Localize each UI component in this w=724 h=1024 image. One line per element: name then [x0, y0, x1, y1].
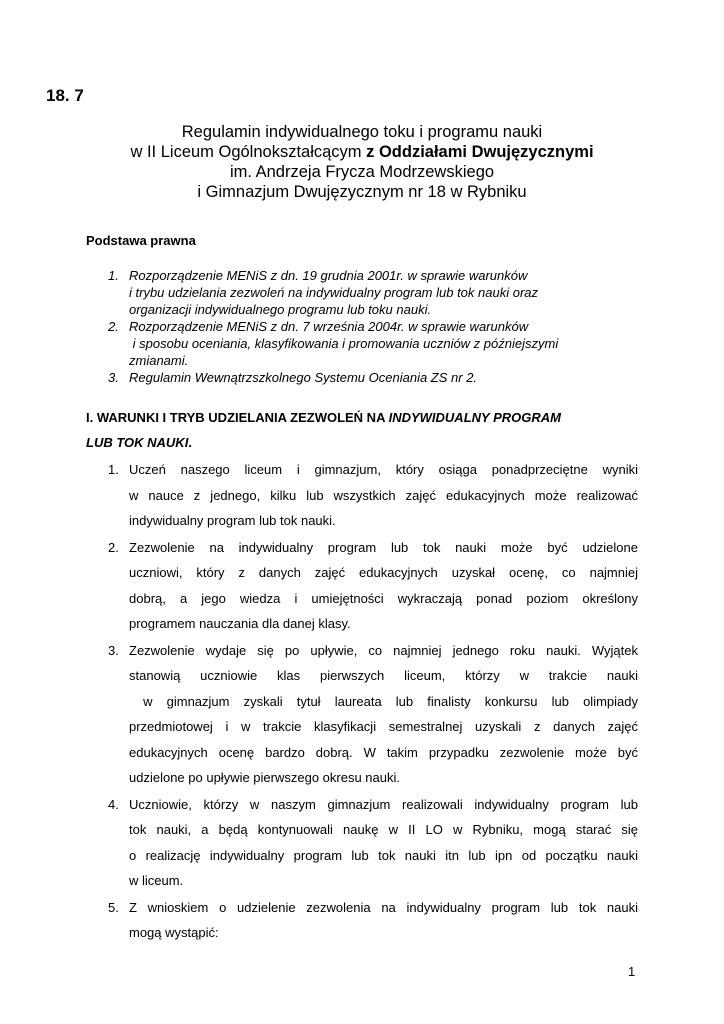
text-line: dobrą, a jego wiedza i umiejętności wykraczają ponad poziom określony: [129, 590, 638, 606]
text-line: Zezwolenie na indywidualny program lub tok nauki może być udzielone: [129, 539, 638, 555]
text-line: o realizację indywidualny program lub tok nauki itn lub ipn od początku nauki: [129, 847, 638, 863]
text-line: uczniowi, który z danych zajęć edukacyjnych uzyskał ocenę, co najmniej: [129, 565, 638, 580]
list-number: 2.: [108, 319, 119, 334]
title-line-3: im. Andrzeja Frycza Modrzewskiego: [229, 163, 495, 181]
list-item: [86, 457, 638, 534]
title-line-1: Regulamin indywidualnego toku i programu nauki: [181, 123, 543, 141]
heading-italic: LUB TOK NAUKI: [86, 435, 189, 450]
list-item: [86, 638, 638, 791]
text-line: Zezwolenie wydaje się po upływie, co najmniej jednego roku nauki. Wyjątek: [129, 642, 638, 658]
text-line: Z wnioskiem o udzielenie zezwolenia na indywidualny program lub tok nauki: [129, 899, 638, 915]
text-line: Uczeń naszego liceum i gimnazjum, który osiąga ponadprzeciętne wyniki: [129, 462, 638, 477]
text-line: organizacji indywidualnego programu lub toku nauki.: [129, 302, 432, 317]
section-1-heading: [86, 405, 646, 455]
text-line: w nauce z jednego, kilku lub wszystkich zajęć edukacyjnych może realizować: [129, 487, 638, 503]
text-line: w liceum.: [129, 873, 184, 888]
list-item: [86, 535, 638, 637]
text-line: przedmiotowej i w trakcie klasyfikacji semestralnej uzyskali z danych zajęć: [129, 719, 638, 734]
legal-basis-item: [86, 369, 646, 386]
text-line: i sposobu oceniania, klasyfikowania i promowania uczniów z późniejszymi: [129, 336, 559, 351]
text-line: Uczniowie, którzy w naszym gimnazjum realizowali indywidualny program lub: [129, 796, 638, 812]
list-number: 3.: [108, 642, 119, 658]
document-title: [0, 122, 724, 202]
title-line-2-bold: z Oddziałami Dwujęzycznymi: [366, 143, 594, 161]
text-line: programem nauczania dla danej klasy.: [129, 616, 351, 631]
legal-basis-item: [86, 267, 646, 318]
heading-italic: INDYWIDUALNY PROGRAM: [388, 410, 561, 425]
text-line: w gimnazjum zyskali tytuł laureata lub finalisty konkursu lub olimpiady: [129, 693, 638, 709]
text-line: Rozporządzenie MENiS z dn. 19 grudnia 2001r. w sprawie warunków: [129, 268, 528, 283]
title-line-4: i Gimnazjum Dwujęzycznym nr 18 w Rybniku: [197, 183, 527, 201]
list-number: 3.: [108, 370, 119, 385]
text-line: tok nauki, a będą kontynuowali naukę w II LO w Rybniku, mogą starać się: [129, 822, 638, 837]
section-1-heading-line-1: [86, 405, 646, 430]
legal-basis-item: [86, 318, 646, 369]
section-1-list: [86, 457, 638, 947]
section-1-heading-line-2: [86, 430, 646, 455]
section-number: 18. 7: [46, 86, 84, 105]
page-number: 1: [628, 964, 636, 979]
text-line: i trybu udzielania zezwoleń na indywidualny program lub tok nauki oraz: [129, 285, 539, 300]
text-line: Rozporządzenie MENiS z dn. 7 września 2004r. w sprawie warunków: [129, 319, 529, 334]
list-item: [86, 895, 638, 946]
list-number: 1.: [108, 462, 119, 477]
heading-normal: I. WARUNKI I TRYB UDZIELANIA ZEZWOLEŃ NA: [86, 410, 389, 425]
text-line: mogą wystąpić:: [129, 925, 219, 940]
list-number: 4.: [108, 796, 119, 812]
title-line-2-prefix: w II Liceum Ogólnokształcącym: [130, 143, 367, 161]
text-line: udzielone po upływie pierwszego okresu nauki.: [129, 770, 400, 785]
text-line: edukacyjnych ocenę bardzo dobrą. W takim przypadku zezwolenie może być: [129, 744, 638, 760]
text-line: zmianami.: [129, 353, 189, 368]
legal-basis-heading: Podstawa prawna: [86, 233, 196, 248]
title-line-2: [0, 142, 724, 162]
list-number: 1.: [108, 268, 119, 283]
heading-end: .: [188, 435, 192, 450]
text-line: Regulamin Wewnątrzszkolnego Systemu Oceniania ZS nr 2.: [129, 370, 478, 385]
text-line: stanowią uczniowie klas pierwszych liceum, którzy w trakcie nauki: [129, 668, 638, 683]
text-line: indywidualny program lub tok nauki.: [129, 513, 336, 528]
list-number: 2.: [108, 539, 119, 555]
legal-basis-list: [86, 267, 646, 386]
list-number: 5.: [108, 899, 119, 915]
list-item: [86, 792, 638, 894]
